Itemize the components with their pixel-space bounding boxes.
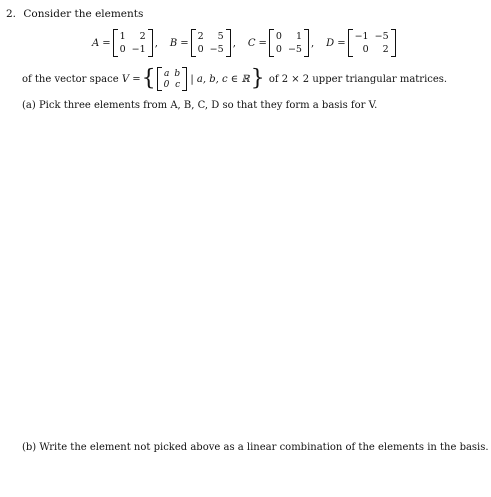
set-open-brace: { xyxy=(141,66,156,91)
matrix-d-entries xyxy=(353,29,391,57)
equals-sign: = xyxy=(132,73,141,85)
matrix-entry: 0 xyxy=(275,43,282,55)
matrix-entry: 0 xyxy=(163,79,170,90)
matrix-entry: −1 xyxy=(131,43,146,55)
matrix-c-definition xyxy=(248,29,314,57)
matrix-entry: 1 xyxy=(295,30,302,42)
matrix-b-name: B xyxy=(169,37,178,49)
matrix-b xyxy=(191,29,231,57)
space-prefix: of the vector space xyxy=(22,73,119,85)
matrix-entry: 0 xyxy=(119,43,126,55)
matrix-b-entries xyxy=(196,29,226,57)
matrix-entry: 5 xyxy=(217,30,224,42)
space-variable: V xyxy=(121,73,130,85)
problem-number: 2. xyxy=(6,8,17,20)
set-condition: | a, b, c ∈ ℝ xyxy=(190,73,250,85)
matrix-a-entries xyxy=(118,29,148,57)
matrix-a-definition xyxy=(92,29,158,57)
space-suffix: of 2 × 2 upper triangular matrices. xyxy=(268,73,448,85)
right-bracket xyxy=(226,29,231,57)
matrix-entry: c xyxy=(175,79,181,90)
matrix-b-definition xyxy=(170,29,236,57)
matrix-a xyxy=(113,29,153,57)
comma: , xyxy=(232,37,236,49)
matrix-d xyxy=(348,29,396,57)
matrix-entry: a xyxy=(164,68,170,79)
matrix-c-entries xyxy=(274,29,304,57)
equals-sign: = xyxy=(337,37,346,49)
equals-sign: = xyxy=(180,37,189,49)
generic-upper-triangular-matrix xyxy=(157,67,188,91)
set-close-brace: } xyxy=(250,66,265,91)
matrix-entry: 2 xyxy=(139,30,146,42)
matrix-entry: 0 xyxy=(275,30,282,42)
matrix-entry: 0 xyxy=(197,43,204,55)
problem-intro: Consider the elements xyxy=(23,8,144,20)
matrix-entry: −1 xyxy=(354,30,369,42)
right-bracket xyxy=(304,29,309,57)
matrix-d-name: D xyxy=(326,37,335,49)
matrix-entry: −5 xyxy=(287,43,302,55)
matrix-c-name: C xyxy=(247,37,256,49)
equals-sign: = xyxy=(102,37,111,49)
matrix-entry: 2 xyxy=(197,30,204,42)
matrix-definitions xyxy=(92,26,408,60)
matrix-entry: 1 xyxy=(119,30,126,42)
matrix-entry: 0 xyxy=(362,43,369,55)
comma: , xyxy=(154,37,158,49)
comma: , xyxy=(310,37,315,49)
matrix-entry: −5 xyxy=(209,43,224,55)
matrix-entry: 2 xyxy=(382,43,389,55)
matrix-a-name: A xyxy=(92,37,100,49)
right-bracket xyxy=(148,29,153,57)
right-bracket xyxy=(391,29,396,57)
part-a-question: (a) Pick three elements from A, B, C, D so that they form a basis for V. xyxy=(22,100,378,111)
matrix-d-definition xyxy=(326,29,395,57)
equals-sign: = xyxy=(258,37,267,49)
matrix-entry: b xyxy=(174,68,181,79)
generic-matrix-entries xyxy=(162,67,183,91)
part-b-question: (b) Write the element not picked above as a linear combination of the elements in the basis. xyxy=(22,442,489,453)
vector-space-definition xyxy=(22,63,447,95)
problem-header xyxy=(6,8,143,20)
matrix-c xyxy=(269,29,309,57)
matrix-entry: −5 xyxy=(374,30,389,42)
